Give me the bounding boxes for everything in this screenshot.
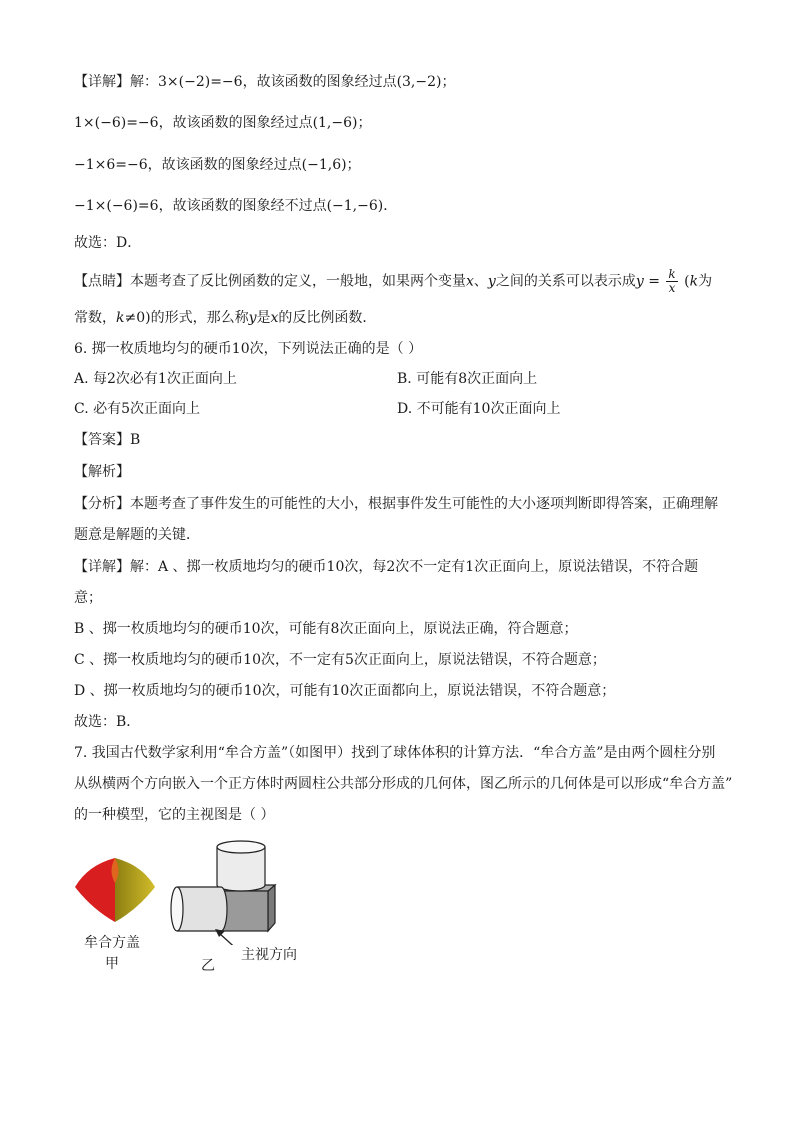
- option-c: C. 必有5次正面向上: [74, 401, 201, 417]
- detail6-c: C 、掷一枚质地均匀的硬币10次，不一定有5次正面向上，原说法错误，不符合题意；: [74, 652, 606, 668]
- note2-k: k: [116, 310, 125, 326]
- note2-y: y: [248, 310, 257, 326]
- note-line-2: [74, 308, 376, 328]
- choice-line-q6: 故选：B．: [74, 714, 141, 730]
- horizontal-cylinder-end: [171, 887, 183, 931]
- caption-jia-1: 牟合方盖: [84, 935, 140, 951]
- detail-line-3: −1×6=−6，故该函数的图象经过点(−1,6)；: [74, 157, 361, 173]
- vertical-cylinder-top: [217, 841, 265, 853]
- question-7-line-3: 的一种模型，它的主视图是（ ）: [74, 807, 275, 823]
- detail6-line-1: 【详解】解：A 、掷一枚质地均匀的硬币10次，每2次不一定有1次正面向上，原说法错误，不符合题: [74, 559, 699, 575]
- note2-c: 是: [256, 310, 271, 326]
- detail6-d: D 、掷一枚质地均匀的硬币10次，可能有10次正面都向上，原说法错误，不符合题意；: [74, 683, 616, 699]
- note-text-d: 为: [698, 273, 713, 290]
- formula-y: y: [635, 273, 644, 290]
- cap-yellow-right: [115, 858, 155, 922]
- var-y: y: [487, 273, 496, 290]
- detail6-b: B 、掷一枚质地均匀的硬币10次，可能有8次正面向上，原说法正确，符合题意；: [74, 621, 578, 637]
- question-6: 6. 掷一枚质地均匀的硬币10次，下列说法正确的是（ ）: [74, 341, 423, 357]
- note2-a: 常数，: [74, 310, 116, 326]
- note-text-b: 之间的关系可以表示成: [495, 273, 636, 290]
- caption-view-direction: 主视方向: [241, 947, 297, 963]
- cube-side: [268, 885, 275, 931]
- note2-x: x: [270, 310, 279, 326]
- var-k: k: [689, 273, 699, 290]
- choice-line-q5: 故选：D．: [74, 235, 142, 251]
- caption-jia-2: 甲: [105, 956, 119, 972]
- note-sep: 、: [473, 273, 488, 290]
- option-b: B. 可能有8次正面向上: [397, 371, 538, 387]
- var-x: x: [466, 273, 474, 290]
- fraction-numerator: k: [668, 267, 676, 281]
- detail6-line-2: 意；: [74, 590, 102, 606]
- question-7-line-1: 7. 我国古代数学家利用“牟合方盖”（如图甲）找到了球体体积的计算方法．“牟合方盖”是由两个圆柱分别: [74, 745, 716, 761]
- analysis-heading: 【解析】: [74, 464, 130, 480]
- option-a: A. 每2次必有1次正面向上: [74, 371, 237, 387]
- analysis-line-2: 题意是解题的关键．: [74, 527, 200, 543]
- detail-line-2: 1×(−6)=−6，故该函数的图象经过点(1,−6)；: [74, 115, 372, 131]
- figure-yi-model: [165, 835, 305, 945]
- note2-b: ≠0)的形式，那么称: [124, 310, 249, 326]
- view-arrow-shaft: [219, 933, 241, 945]
- horizontal-cylinder-body: [177, 887, 227, 931]
- detail-line-4: −1×(−6)=6，故该函数的图象经不过点(−1,−6)．: [74, 198, 398, 214]
- note-text-a: 【点睛】本题考查了反比例函数的定义，一般地，如果两个变量: [74, 273, 466, 290]
- option-d: D. 不可能有10次正面向上: [397, 401, 561, 417]
- note2-d: 的反比例函数．: [278, 310, 377, 326]
- note-line-1: [74, 268, 712, 295]
- caption-yi: 乙: [201, 958, 215, 974]
- note-paren: (: [679, 273, 690, 290]
- figure-jia-mouhefanggai: [70, 855, 160, 925]
- cap-red-left: [75, 858, 115, 922]
- fraction-k-over-x: [666, 268, 677, 295]
- question-7-line-2: 从纵横两个方向嵌入一个正方体时两圆柱公共部分形成的几何体，图乙所示的几何体是可以形成“牟合方盖”: [74, 776, 733, 792]
- answer: 【答案】B: [74, 432, 141, 448]
- formula-eq: =: [643, 273, 665, 290]
- fraction-denominator: x: [668, 281, 676, 295]
- analysis-line-1: 【分析】本题考查了事件发生的可能性的大小，根据事件发生可能性的大小逐项判断即得答案，正确理解: [74, 496, 718, 512]
- detail-line-1: 【详解】解：3×(−2)=−6，故该函数的图象经过点(3,−2)；: [74, 74, 456, 90]
